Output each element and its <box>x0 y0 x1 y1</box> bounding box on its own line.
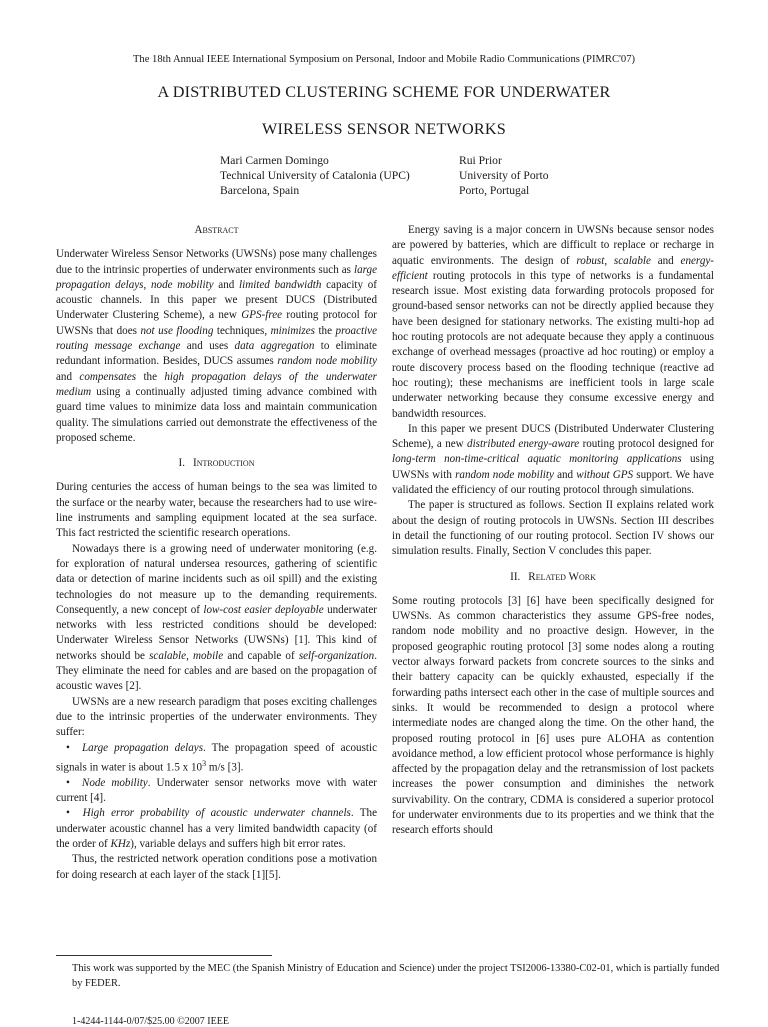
author-affiliation: Technical University of Catalonia (UPC) <box>220 169 410 182</box>
section-heading-related-work: II. Related Work <box>510 570 596 583</box>
author-name: Mari Carmen Domingo <box>220 154 329 167</box>
author-block-2 <box>459 153 549 198</box>
right-paragraph-3: The paper is structured as follows. Section II explains related work about the design of routing protocols in UWSNs. Section III describes in detail the functioning of our routing protocol. Section IV shows our simulation results. Finally, Section V concludes this paper. <box>392 499 714 558</box>
author-block-1 <box>220 153 410 198</box>
bullet-item: • Large propagation delays. The propagation speed of acoustic signals in water is about 1.5 x $10^3$ m/s [3]. <box>56 741 377 774</box>
abstract-heading: Abstract <box>194 224 239 236</box>
paper-title-line-1: A DISTRIBUTED CLUSTERING SCHEME FOR UNDERWATER <box>157 83 611 101</box>
intro-paragraph-1: During centuries the access of human beings to the sea was limited to the surface or the nearby water, because the researchers had to use wire-line instruments and sampling equipment located at the sea surface. This fact restricted the scientific research operations. <box>56 481 377 540</box>
intro-paragraph-2: Nowadays there is a growing need of underwater monitoring (e.g. for exploration of natural undersea resources, gathering of scientific data or detection of marine incidents such as oil spill) and the existing technologies do not measure up to the demanding requirements. Consequently, a new concept of low-cost easier deployable underwater networks with less restricted conditions should be developed: Underwater Wireless Sensor Networks (UWSNs) [1]. This kind of networks should be scalable, mobile and capable of self-organization. They eliminate the need for cables and are based on the propagation of acoustic waves [2]. <box>56 542 377 693</box>
footnote-rule <box>56 955 272 956</box>
bullet-item: • High error probability of acoustic underwater channels. The underwater acoustic channel has a very limited bandwidth capacity (of the order of KHz), variable delays and suffers high bit error rates. <box>56 807 378 850</box>
author-affiliation: University of Porto <box>459 169 549 182</box>
right-paragraph-1: Energy saving is a major concern in UWSNs because sensor nodes are powered by batteries, which are difficult to replace or recharge in aquatic environments. The design of robust, scalable and energy-efficient routing protocols in this type of networks is a fundamental research issue. Most existing data forwarding protocols proposed for ground-based sensor networks can not be directly applied because they have been designed for stationary networks. The existing multi-hop ad hoc routing protocols are not adequate because they apply a continuous exchange of overhead messages (proactive ad hoc routing) or employ a route discovery process based on the flooding technique (reactive ad hoc routing); these mechanisms are inefficient tools in large scale underwater networking because they consume excessive energy and bandwidth resources. <box>392 224 714 420</box>
left-column <box>56 223 377 883</box>
footnote: This work was supported by the MEC (the Spanish Ministry of Education and Science) under the project TSI2006-13380-C02-01, which is partially funded by FEDER. <box>72 963 720 989</box>
right-column <box>392 223 714 839</box>
running-head: The 18th Annual IEEE International Symposium on Personal, Indoor and Mobile Radio Communications (PIMRC'07) <box>132 54 636 65</box>
paper-title-line-2: WIRELESS SENSOR NETWORKS <box>261 120 507 138</box>
intro-paragraph-3: UWSNs are a new research paradigm that poses exciting challenges due to the intrinsic properties of the underwater environments. They suffer: <box>56 695 377 739</box>
right-paragraph-2: In this paper we present DUCS (Distributed Underwater Clustering Scheme), a new distributed energy-aware routing protocol designed for long-term non-time-critical aquatic monitoring applications using UWSNs with random node mobility and without GPS support. We have validated the efficiency of our routing protocol through simulations. <box>392 422 715 497</box>
section-heading-introduction: I. Introduction <box>178 457 255 470</box>
author-location: Barcelona, Spain <box>220 184 300 197</box>
author-location: Porto, Portugal <box>459 184 530 197</box>
related-work-paragraph: Some routing protocols [3] [6] have been specifically designed for UWSNs. As common characteristics they assume GPS-free nodes, random node mobility and no proactive design. However, in the proposed geographic routing protocol [3] some nodes along a routing vector always forward packets from concrete sources to the sinks and their battery capacity can be quickly exhausted, especially if the forwarding paths intersect each other in the case of multiple sources and sinks. It would be recommended to design a protocol where intermediate nodes are changed along the time. On the other hand, the proposed routing protocol in [6] uses pure ALOHA as contention avoidance method, a low efficient protocol whose performance is highly affected by the propagation delay and the retransmission of lost packets increases the power consumption and diminishes the network survivability. On the contrary, CDMA is considered a superior protocol for underwater environments due to its properties and we think that the research efforts should <box>392 594 714 837</box>
author-name: Rui Prior <box>459 154 502 167</box>
abstract-text: Underwater Wireless Sensor Networks (UWSNs) pose many challenges due to the intrinsic properties of underwater environments such as large propagation delays, node mobility and limited bandwidth capacity of acoustic channels. In this paper we present DUCS (Distributed Underwater Clustering Scheme), a new GPS-free routing protocol for UWSNs that does not use flooding techniques, minimizes the proactive routing message exchange and uses data aggregation to eliminate redundant information. Besides, DUCS assumes random node mobility and compensates the high propagation delays of the underwater medium using a continually adjusted timing advance combined with guard time values to minimize data loss and maintain communication quality. The simulations carried out demonstrate the effectiveness of the proposed scheme. <box>56 248 378 444</box>
copyright-line: 1-4244-1144-0/07/$25.00 ©2007 IEEE <box>72 1016 229 1027</box>
intro-paragraph-4: Thus, the restricted network operation conditions pose a motivation for doing research at each layer of the stack [1][5]. <box>56 853 377 881</box>
bullet-item: • Node mobility. Underwater sensor networks move with water current [4]. <box>56 776 377 805</box>
